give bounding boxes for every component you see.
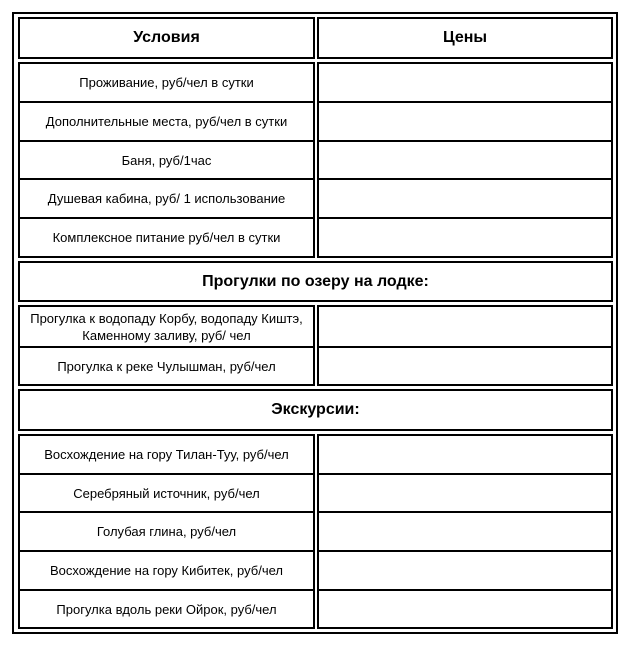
row-label: Проживание, руб/чел в сутки [18,62,315,103]
row-price [317,305,613,348]
section-title-boat: Прогулки по озеру на лодке: [18,261,613,302]
row-price [317,217,613,258]
row-label: Восхождение на гору Кибитек, руб/чел [18,550,315,591]
row-price [317,178,613,219]
section-title-excursions: Экскурсии: [18,389,613,431]
row-label: Голубая глина, руб/чел [18,511,315,552]
row-price [317,346,613,386]
row-label: Серебряный источник, руб/чел [18,473,315,513]
row-label: Прогулка вдоль реки Ойрок, руб/чел [18,589,315,629]
row-price [317,101,613,142]
row-label: Восхождение на гору Тилан-Туу, руб/чел [18,434,315,475]
row-price [317,589,613,629]
row-label: Прогулка к реке Чулышман, руб/чел [18,346,315,386]
row-price [317,473,613,513]
row-price [317,62,613,103]
row-price [317,511,613,552]
row-label: Баня, руб/1час [18,140,315,180]
row-label: Прогулка к водопаду Корбу, водопаду Киштэ, Каменному заливу, руб/ чел [18,305,315,348]
row-price [317,434,613,475]
row-label: Душевая кабина, руб/ 1 использование [18,178,315,219]
row-price [317,140,613,180]
row-label: Комплексное питание руб/чел в сутки [18,217,315,258]
header-conditions: Условия [18,17,315,59]
row-price [317,550,613,591]
row-label: Дополнительные места, руб/чел в сутки [18,101,315,142]
header-prices: Цены [317,17,613,59]
